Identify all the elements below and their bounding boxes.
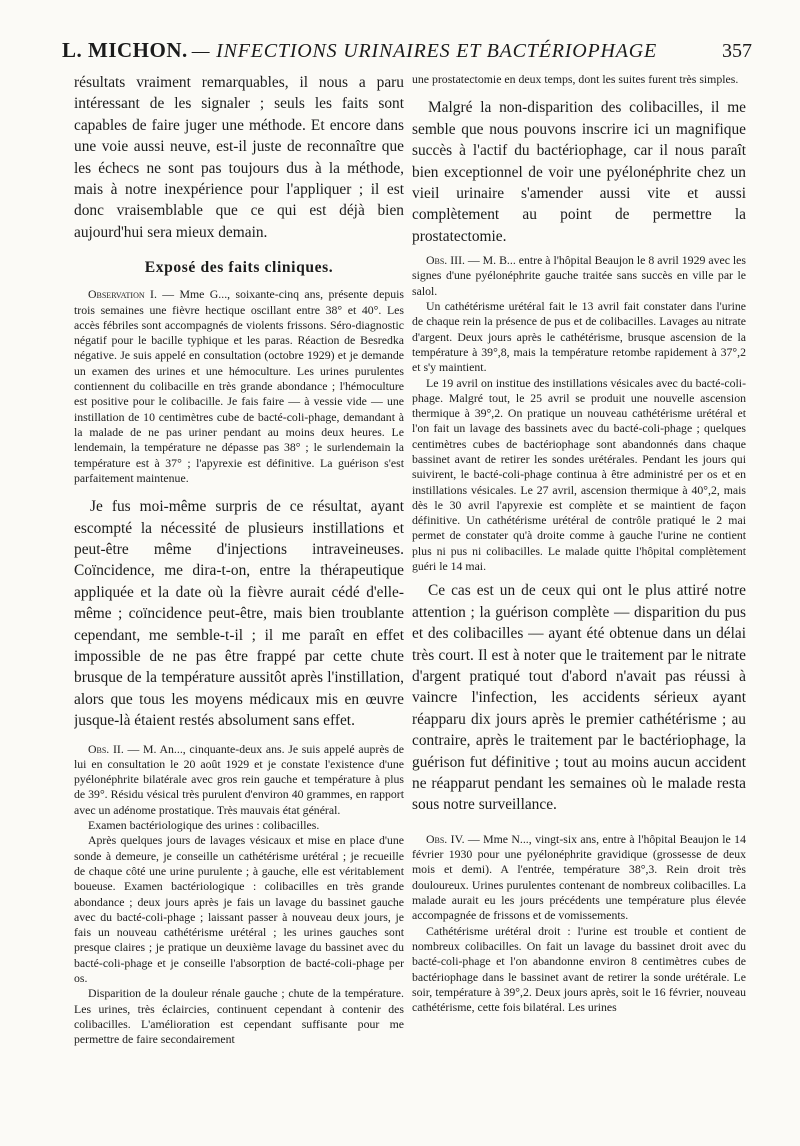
header-author: L. MICHON.	[62, 38, 188, 62]
observation-4	[412, 832, 746, 924]
page-number: 357	[722, 40, 752, 62]
observation-4-text: — Mme N..., vingt-six ans, entre à l'hôpital Beaujon le 14 février 1930 pour une pyélonéphrite gravidique (grossesse de deux mois et demi). A l'entrée, température 38°,3. Rein droit très douloureux. Urines purulentes contenant de nombreux colibacilles. La malade aurait eu les jours précédents une température plus élevée accompagnée de frissons et de vomissements.	[412, 831, 746, 923]
observation-2-text: — M. An..., cinquante-deux ans. Je suis appelé auprès de lui en consultation le 20 août 1929 et je constate l'existence d'une pyélonéphrite bilatérale avec gros rein gauche et température à plus de 39°. Résidu vésical très purulent d'environ 40 grammes, en rapport avec un adénome prostatique. Très mauvais état général.	[74, 741, 404, 817]
observation-3-catheterism: Un cathétérisme urétéral fait le 13 avril fait constater dans l'urine de chaque rein la présence de pus et de colibacilles. Lavages au nitrate d'argent. Deux jours après le cathétérisme, brusque ascension de la température à 39°,8, mais la température retombe rapidement à 37°,2 et s'y maintient.	[412, 299, 746, 375]
observation-3	[412, 253, 746, 299]
observation-4-catheterism: Cathétérisme urétéral droit : l'urine est trouble et contient de nombreux colibacilles. On fait un lavage du bassinet droit avec du bacté-coli-phage et l'on abandonne environ 8 centimètres cubes de bactériophage dans le bassinet avant de retirer la sonde urétérale. Le soir, température à 39°,2. Deux jours après, soit le 16 février, nouveau cathétérisme, cette fois bilatéral. Les urines	[412, 923, 746, 1015]
commentary-paragraph-2: Malgré la non-disparition des colibacilles, il me semble que nous pouvons inscrire ici un magnifique succès à l'actif du bactériophage, car il nous paraît bien exceptionnel de voir une pyélonéphrite chez un vieil urinaire s'amender aussi vite et aussi complètement au point de permettre la prostatectomie.	[412, 99, 746, 245]
left-column	[74, 72, 404, 1048]
running-header	[62, 38, 752, 70]
observation-1-label: Observation I.	[88, 287, 157, 302]
observation-2-continuation: une prostatectomie en deux temps, dont les suites furent très simples.	[412, 72, 739, 86]
observation-3-label: Obs. III.	[426, 253, 465, 268]
observation-2-outcome: Disparition de la douleur rénale gauche ; chute de la température. Les urines, très éclaircies, continuent cependant à contenir des colibacilles. L'amélioration est cependant suffisante pour me permettre de faire secondairement	[74, 986, 404, 1047]
observation-2-bacteriology: Examen bactériologique des urines : colibacilles.	[88, 818, 320, 833]
observation-4-label: Obs. IV.	[426, 831, 465, 846]
observation-3-treatment: Le 19 avril on institue des instillations vésicales avec du bacté-coli-phage. Malgré tout, le 25 avril se produit une nouvelle ascension thermique à 39°,2. On pratique un nouveau cathétérisme urétéral et l'on fait un lavage des bassinets avec du bacté-coli-phage ; quelques centimètres cubes de bactériophage sont abandonnés dans chaque bassinet avant de retirer les sondes urétérales. Pendant les jours qui suivirent, le bacté-coli-phage continua à être administré per os et en instillations vésicales. Le 27 avril, ascension thermique à 40°,2, mais dès le 30 avril l'apyrexie est complète et se maintient de façon définitive. Un cathétérisme urétéral de contrôle pratiqué le 2 mai permet de constater qu'à droite comme à gauche l'urine ne contient plus ni pus ni colibacilles. Le malade quitte l'hôpital complètement guéri le 14 mai.	[412, 375, 746, 574]
section-title: Exposé des faits cliniques.	[144, 259, 334, 277]
observation-1	[74, 287, 404, 486]
observation-1-text: — Mme G..., soixante-cinq ans, présente depuis trois semaines une fièvre hectique oscillant entre 38° et 40°. Les accès fébriles sont accompagnés de violents frissons. Séro-diagnostic négatif pour le bacille typhique et les paras. Réaction de Besredka négative. Je suis appelé en consultation (octobre 1929) et je demande un examen des urines et une hémoculture. Les urines purulentes contiennent du colibacille en très grande abondance ; l'hémoculture est positive pour le colibacille. Je fais faire — à vessie vide — une instillation de 10 centimètres cube de bacté-coli-phage, demandant à la malade de ne pas uriner pendant au moins deux heures. Le lendemain, la température ne dépasse pas 38° ; le surlendemain la température est à 37° ; l'apyrexie est définitive. La guérison s'est parfaitement maintenue.	[74, 287, 404, 485]
observation-2-label: Obs. II.	[88, 741, 124, 756]
observation-3-text: — M. B... entre à l'hôpital Beaujon le 8 avril 1929 avec les signes d'une pyélonéphrite gauche traitée sans succès en ville par le salol.	[412, 253, 746, 298]
commentary-paragraph-3: Ce cas est un de ceux qui ont le plus attiré notre attention ; la guérison complète — disparition du pus et des colibacilles — ayant été obtenue dans un délai très court. Il est à noter que le traitement par le nitrate d'argent pratiqué tout d'abord n'avait pas réussi à vaincre l'infection, les accidents sérieux ayant réapparu dix jours après le premier cathétérisme ; au contraire, après le traitement par le bactériophage, la guérison fut définitive ; tout au moins aucun accident ne réapparut pendant les semaines où le malade resta sous notre surveillance.	[412, 582, 746, 814]
header-title: — INFECTIONS URINAIRES ET BACTÉRIOPHAGE	[191, 40, 657, 62]
intro-paragraph: résultats vraiment remarquables, il nous a paru intéressant de les signaler ; seuls les faits sont capables de faire juger une méthode. Et encore dans une voie aussi neuve, est-il juste de reconnaître que les échecs ne sont pas toujours dus à la méthode, mais à notre inexpérience pour l'appliquer ; il est donc vraisemblable que ce qui est déjà bien aujourd'hui sera mieux demain.	[74, 74, 404, 241]
right-column	[412, 72, 746, 1015]
observation-2	[74, 742, 404, 818]
observation-2-treatment: Après quelques jours de lavages vésicaux et mise en place d'une sonde à demeure, je conseille un cathétérisme urétéral ; je recueille de chaque côté une urine purulente ; à gauche, elle est véritablement boueuse. Examen bactériologique : colibacilles en très grande abondance ; deux jours après je fais un lavage du bassinet gauche avec du bacté-coli-phage ; laissant passer à nouveau deux jours, je fais un nouveau cathétérisme urétéral ; les urines gauches sont presque claires ; je pratique un deuxième lavage du bassinet avec du bacté-coli-phage et je conseille l'absorption de bacté-coli-phage per os.	[74, 833, 404, 986]
commentary-paragraph-1: Je fus moi-même surpris de ce résultat, ayant escompté la nécessité de plusieurs instillations et peut-être même d'injections intraveineuses. Coïncidence, me dira-t-on, entre la thérapeutique appliquée et la date où la fièvre aurait cédé d'elle-même ; coïncidence peut-être, mais bien troublante cependant, me semble-t-il ; il me paraît en effet impossible de ne pas être frappé par cette chute brusque de la température aussitôt après l'instillation, alors que tous les moyens médicaux mis en œuvre jusque-là étaient restés absolument sans effet.	[74, 498, 404, 730]
